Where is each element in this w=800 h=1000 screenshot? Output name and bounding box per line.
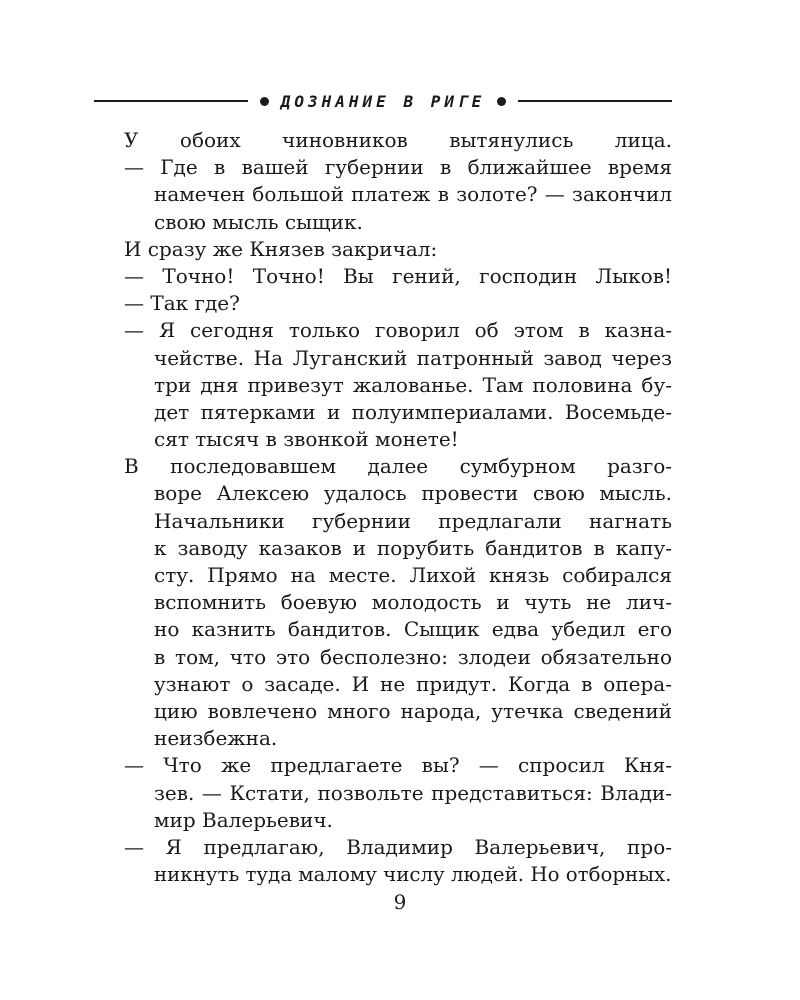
- header-dot-left: [260, 97, 269, 106]
- text-line: свою мысль сыщик.: [154, 209, 363, 234]
- header-dot-right: [497, 97, 506, 106]
- text-line: воре Алексею удалось провести свою мысль.: [154, 481, 672, 506]
- header-rule-left: [94, 100, 248, 102]
- text-line: — Я сегодня только говорил об этом в казна-: [124, 318, 672, 343]
- text-line: намечен большой платеж в золоте? — закончил: [154, 182, 672, 207]
- text-line: — Я предлагаю, Владимир Валерьевич, про-: [124, 834, 672, 859]
- text-line: три дня привезут жалованье. Там половина бу-: [154, 372, 672, 397]
- text-line: но казнить бандитов. Сыщик едва убедил его: [154, 617, 672, 642]
- text-line: чействе. На Луганский патронный завод через: [154, 345, 672, 370]
- text-line: никнуть туда малому числу людей. Но отборных.: [154, 863, 672, 887]
- text-line: вспомнить боевую молодость и чуть не лич-: [154, 590, 672, 615]
- text-line: И сразу же Князев закричал:: [124, 236, 438, 261]
- body-text: [124, 127, 672, 888]
- text-line: сят тысяч в звонкой монете!: [154, 427, 459, 452]
- text-line: — Так где?: [124, 291, 240, 316]
- text-line: дет пятерками и полуимпериалами. Восемьде-: [154, 399, 672, 424]
- text-line: В последовавшем далее сумбурном разго-: [124, 454, 672, 479]
- text-line: в том, что это бесполезно: злодеи обязательно: [154, 644, 672, 669]
- text-line: к заводу казаков и порубить бандитов в капу-: [154, 535, 672, 560]
- text-line: — Что же предлагаете вы? — спросил Кня-: [124, 753, 672, 778]
- text-line: неизбежна.: [154, 726, 278, 751]
- text-line: мир Валерьевич.: [154, 807, 333, 832]
- text-line: Начальники губернии предлагали нагнать: [154, 508, 672, 533]
- text-line: зев. — Кстати, позвольте представиться: Влади-: [154, 780, 672, 805]
- text-line: цию вовлечено много народа, утечка сведений: [154, 698, 672, 723]
- text-line: — Где в вашей губернии в ближайшее время: [124, 155, 672, 180]
- running-header: [94, 86, 672, 116]
- text-line: узнают о засаде. И не придут. Когда в опера-: [154, 671, 672, 696]
- text-line: У обоих чиновников вытянулись лица.: [124, 128, 672, 152]
- header-title: ДОЗНАНИЕ В РИГЕ: [280, 91, 486, 111]
- header-rule-right: [518, 100, 672, 102]
- page-number: 9: [393, 890, 407, 914]
- text-line: сту. Прямо на месте. Лихой князь собирался: [154, 563, 672, 587]
- text-line: — Точно! Точно! Вы гений, господин Лыков!: [124, 263, 672, 288]
